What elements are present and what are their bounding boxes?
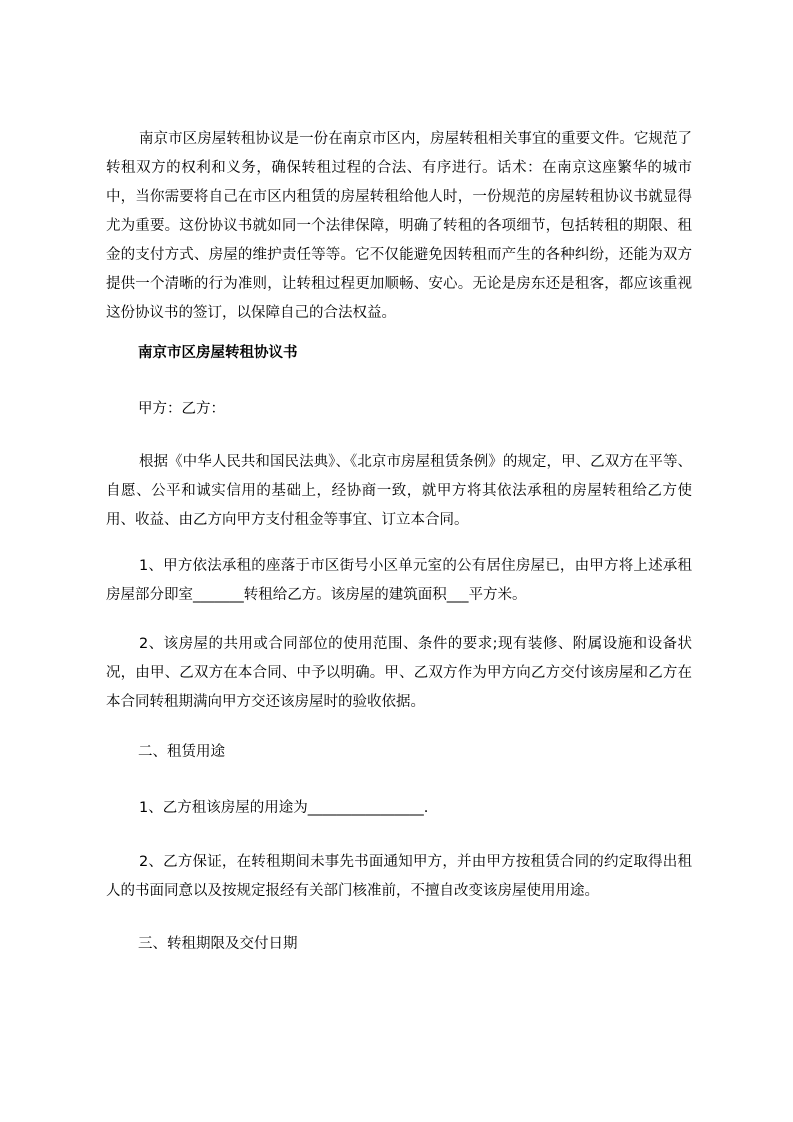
section-3-heading: 三、转租期限及交付日期 [138, 936, 298, 952]
section-2-clause-2: 2、乙方保证，在转租期间未事先书面通知甲方，并由甲方按租赁合同的约定取得出租人的书面同意以及按规定报经有关部门核准前，不擅自改变该房屋使用用途。 [106, 854, 692, 899]
section-2-heading: 二、租赁用途 [138, 744, 225, 760]
intro-paragraph: 南京市区房屋转租协议是一份在南京市区内，房屋转租相关事宜的重要文件。它规范了转租双方的权利和义务，确保转租过程的合法、有序进行。话术：在南京这座繁华的城市中，当你需要将自己在市区内租赁的房屋转租给他人时，一份规范的房屋转租协议书就显得尤为重要。这份协议书就如同一个法律保障，明确了转租的各项细节，包括转租的期限、租金的支付方式、房屋的维护责任等等。它不仅能避免因转租而产生的各种纠纷，还能为双方提供一个清晰的行为准则，让转租过程更加顺畅、安心。无论是房东还是租客，都应该重视这份协议书的签订，以保障自己的合法权益。 [106, 131, 692, 321]
document-title: 南京市区房屋转租协议书 [138, 345, 298, 361]
clause-1-paragraph: 1、甲方依法承租的座落于市区街号小区单元室的公有居住房屋已，由甲方将上述承租房屋部分即室_______转租给乙方。该房屋的建筑面积___平方米。 [106, 558, 692, 603]
section-2-clause-1: 1、乙方租该房屋的用途为________________. [139, 800, 429, 816]
clause-2-paragraph: 2、该房屋的共用或合同部位的使用范围、条件的要求;现有装修、附属设施和设备状况，由甲、乙双方在本合同、中予以明确。甲、乙双方作为甲方向乙方交付该房屋和乙方在本合同转租期满向甲方交还该房屋时的验收依据。 [106, 636, 692, 710]
parties-line: 甲方：乙方： [138, 401, 225, 417]
preamble-paragraph: 根据《中华人民共和国民法典》、《北京市房屋租赁条例》的规定，甲、乙双方在平等、自愿、公平和诚实信用的基础上，经协商一致，就甲方将其依法承租的房屋转租给乙方使用、收益、由乙方向甲方支付租金等事宜、订立本合同。 [106, 454, 692, 528]
